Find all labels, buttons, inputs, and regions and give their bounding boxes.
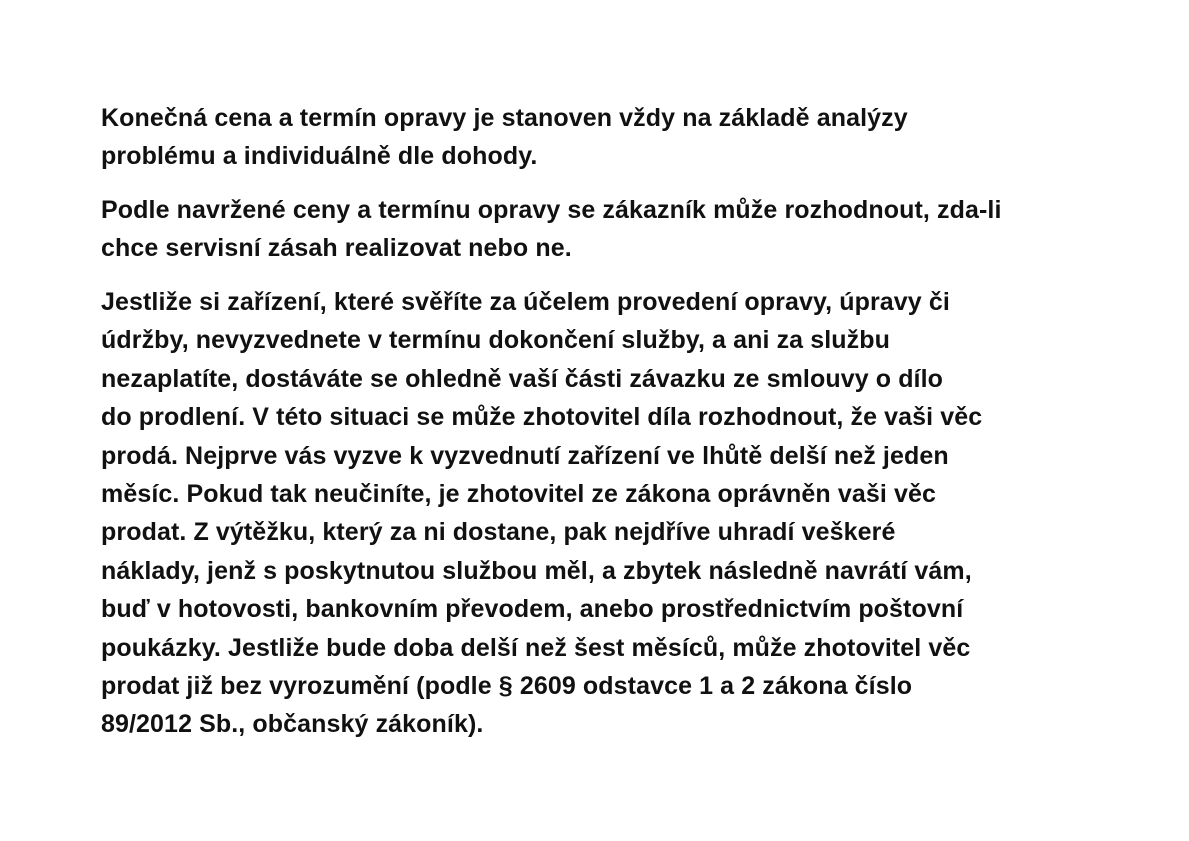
text-line: poukázky. Jestliže bude doba delší než šest měsíců, může zhotovitel věc xyxy=(101,633,971,662)
document-page xyxy=(101,0,1101,841)
text-line: údržby, nevyzvednete v termínu dokončení služby, a ani za službu xyxy=(101,326,890,355)
text-line: prodat. Z výtěžku, který za ni dostane, pak nejdříve uhradí veškeré xyxy=(101,518,896,547)
text-line: do prodlení. V této situaci se může zhotovitel díla rozhodnout, že vaši věc xyxy=(101,403,983,432)
text-line: 89/2012 Sb., občanský zákoník). xyxy=(101,710,484,739)
text-line: Konečná cena a termín opravy je stanoven vždy na základě analýzy xyxy=(101,104,908,132)
text-line: nezaplatíte, dostáváte se ohledně vaší části závazku ze smlouvy o dílo xyxy=(101,364,944,393)
paragraph-unclaimed-device xyxy=(101,283,982,744)
text-line: měsíc. Pokud tak neučiníte, je zhotovitel ze zákona oprávněn vaši věc xyxy=(101,480,936,509)
text-line: prodá. Nejprve vás vyzve k vyzvednutí zařízení ve lhůtě delší než jeden xyxy=(101,441,949,470)
text-line: Jestliže si zařízení, které svěříte za účelem provedení opravy, úpravy či xyxy=(101,288,950,316)
text-line: náklady, jenž s poskytnutou službou měl, a zbytek následně navrátí vám, xyxy=(101,556,972,585)
text-line: problému a individuálně dle dohody. xyxy=(101,142,538,171)
paragraph-customer-decision xyxy=(101,191,1002,268)
text-line: Podle navržené ceny a termínu opravy se zákazník může rozhodnout, zda-li xyxy=(101,196,1002,224)
text-line: prodat již bez vyrozumění (podle § 2609 odstavce 1 a 2 zákona číslo xyxy=(101,672,913,701)
text-line: buď v hotovosti, bankovním převodem, anebo prostřednictvím poštovní xyxy=(101,595,964,624)
paragraph-price-and-term xyxy=(101,99,908,176)
text-line: chce servisní zásah realizovat nebo ne. xyxy=(101,234,572,263)
